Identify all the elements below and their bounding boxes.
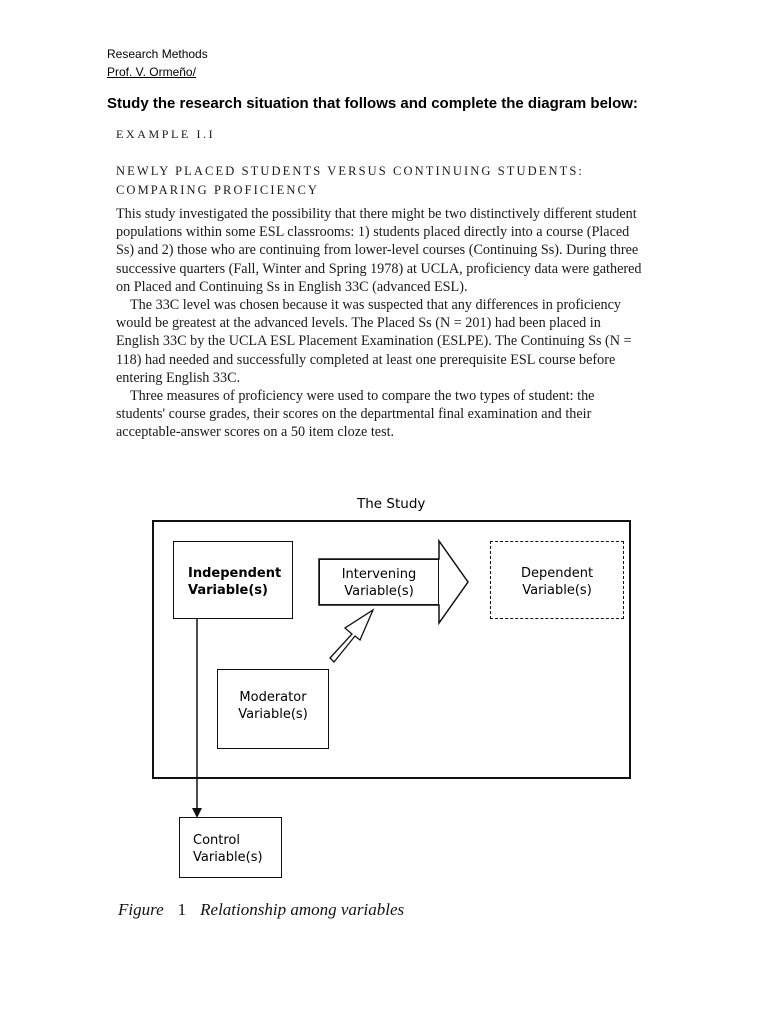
- dependent-variable-box: [490, 541, 624, 619]
- example-paragraph-1: This study investigated the possibility that there might be two distinctively different student populations within some ESL classrooms: 1) students placed directly into a course (Placed Ss) and 2) those who are continuing from lower-level courses (Continuing Ss). During three successive quarters (Fall, Winter and Spring 1978) at UCLA, proficiency data were gathered on Placed and Continuing Ss in English 33C (advanced ESL).: [116, 206, 642, 295]
- moderator-line-2: Variable(s): [238, 707, 308, 722]
- figure-number: 1: [177, 900, 187, 919]
- control-line-2: Variable(s): [193, 850, 263, 865]
- moderator-variable-box: [217, 669, 329, 749]
- example-label: EXAMPLE I.I: [116, 127, 216, 141]
- control-variable-box: [179, 817, 282, 878]
- example-title-line-2: COMPARING PROFICIENCY: [116, 183, 320, 197]
- example-paragraph-2: The 33C level was chosen because it was suspected that any differences in proficiency would be greatest at the advanced levels. The Placed Ss (N = 201) had been placed in English 33C by the UCLA ESL Placement Examination (ESLPE). The Continuing Ss (N = 118) had needed and successfully completed at least one prerequisite ESL course before entering English 33C.: [116, 297, 632, 386]
- moderator-arrow: [330, 610, 373, 662]
- example-paragraph-3: Three measures of proficiency were used to compare the two types of student: the students' course grades, their scores on the departmental final examination and their acceptable-answer scores on a 50 item cloze test.: [116, 388, 595, 441]
- diagram-title: The Study: [357, 496, 426, 512]
- independent-line-2: Variable(s): [188, 583, 268, 598]
- moderator-line-1: Moderator: [239, 690, 307, 705]
- intervening-variable-box: [319, 559, 439, 605]
- dependent-line-2: Variable(s): [522, 583, 592, 598]
- instruction-heading: Study the research situation that follows and complete the diagram below:: [107, 95, 638, 112]
- independent-line-1: Independent: [188, 566, 282, 581]
- figure-caption: [118, 900, 404, 920]
- figure-caption-text: Relationship among variables: [200, 900, 405, 919]
- dependent-line-1: Dependent: [520, 566, 594, 581]
- example-title-line-1: NEWLY PLACED STUDENTS VERSUS CONTINUING STUDENTS:: [116, 164, 584, 178]
- figure-label: Figure: [118, 900, 164, 919]
- control-line-1: Control: [193, 833, 240, 848]
- professor-name: Prof. V. Ormeño/: [107, 65, 196, 79]
- course-title: Research Methods: [107, 47, 208, 61]
- intervening-line-1: Intervening: [341, 567, 417, 582]
- intervening-line-2: Variable(s): [344, 584, 414, 599]
- independent-variable-box: [173, 541, 293, 619]
